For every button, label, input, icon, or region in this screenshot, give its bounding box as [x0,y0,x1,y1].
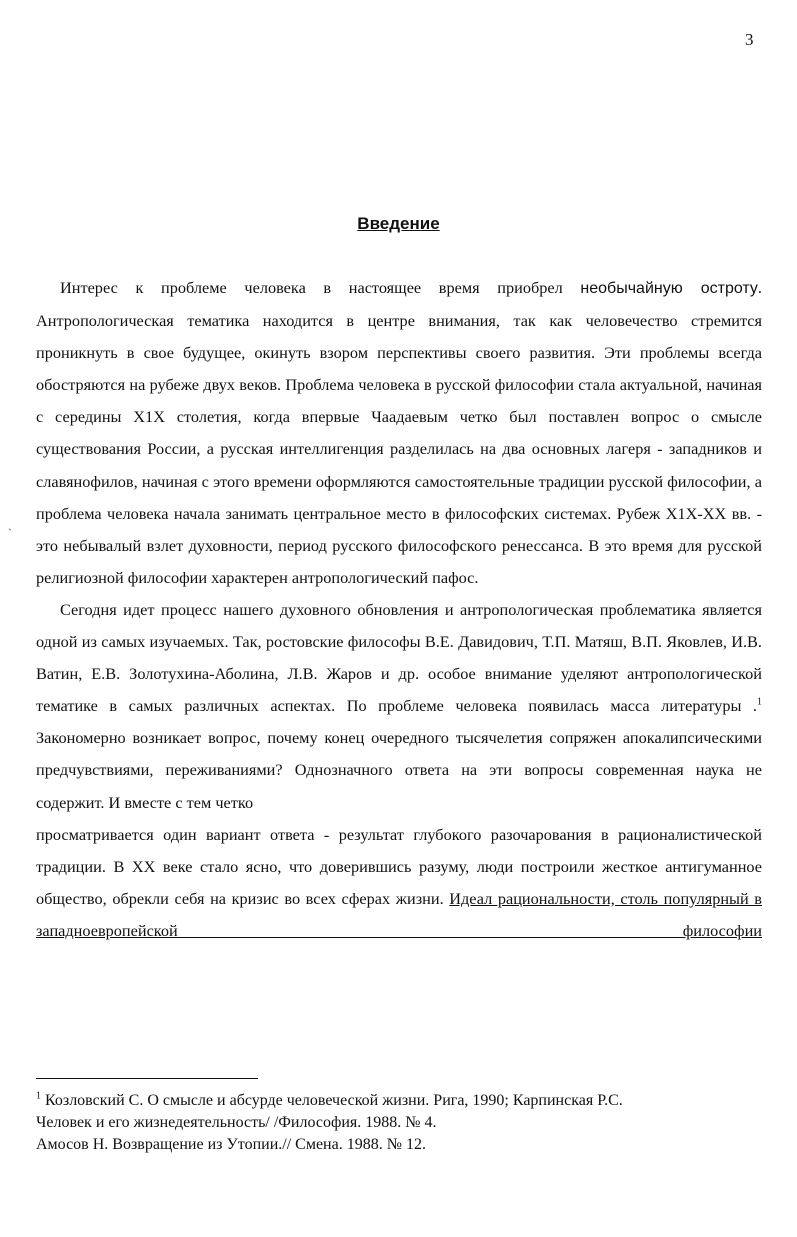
paragraph-1-start: Интерес к проблеме человека в настоящее время приобрел [60,278,581,297]
footnote-line-3: Амосов Н. Возвращение из Утопии.// Смена. 1988. № 12. [36,1136,426,1153]
footnote-ref-1: 1 [757,696,762,708]
main-text [36,272,762,947]
paragraph-1-emphasis: необычайную остроту [580,280,758,297]
paragraph-2 [36,594,762,819]
page-title: Введение [357,214,440,233]
footnote-line-2: Человек и его жизнедеятельность/ /Философия. 1988. № 4. [36,1114,437,1131]
paragraph-3 [36,819,762,947]
scan-artifact-mark: ˎ [8,517,12,531]
footnote-line-1 [36,1090,762,1112]
footnotes [36,1090,762,1156]
paragraph-2-rest: Закономерно возникает вопрос, почему конец очередного тысячелетия сопряжен апокалипсическими предчувствиями, переживаниями? Однозначного ответа на эти вопросы современная наука не содержит. И вместе с тем четко [36,728,762,812]
page-number: 3 [745,30,754,49]
paragraph-3-text: просматривается один вариант ответа - результат глубокого разочарования в рационалистической традиции. В ХХ веке стало ясно, что доверившись разуму, люди построили жесткое антигуманное общество, обрекли себя на кризис во всех сферах жизни. [36,824,762,908]
paragraph-2-text: Сегодня идет процесс нашего духовного обновления и антропологическая проблематика является одной из самых изучаемых. Так, ростовские философы В.Е. Давидович, Т.П. Матяш, В.П. Яковлев, И.В. Ватин, Е.В. Золотухина-Аболина, Л.В. Жаров и др. особое внимание уделяют антропологической тематике в самых различных аспектах. По проблеме человека появилась масса литературы . [36,599,762,716]
paragraph-3-underlined: Идеал рациональности, столь популярный в западноевропейской философии [36,888,762,940]
footnote-line-1-text: Козловский С. О смысле и абсурде человеческой жизни. Рига, 1990; Карпинская Р.С. [41,1092,623,1109]
footnote-divider [36,1078,258,1079]
paragraph-1 [36,272,762,594]
paragraph-1-rest: . Антропологическая тематика находится в центре внимания, так как человечество стремится проникнуть в свое будущее, окинуть взором перспективы своего развития. Эти проблемы всегда обостряются на рубеже двух веков. Проблема человека в русской философии стала актуальной, начиная с середины Х1Х столетия, когда впервые Чаадаевым четко был поставлен вопрос о смысле существования России, а русская интеллигенция разделилась на два основных лагеря - западников и славянофилов, начиная с этого времени оформляются самостоятельные традиции русской философии, а проблема человека начала занимать центральное место в философских системах. Рубеж Х1Х-ХХ вв. - это небывалый взлет духовности, период русского философского ренессанса. В это время для русской религиозной философии характерен антропологический пафос. [36,278,762,587]
footnote-marker: 1 [36,1090,41,1102]
